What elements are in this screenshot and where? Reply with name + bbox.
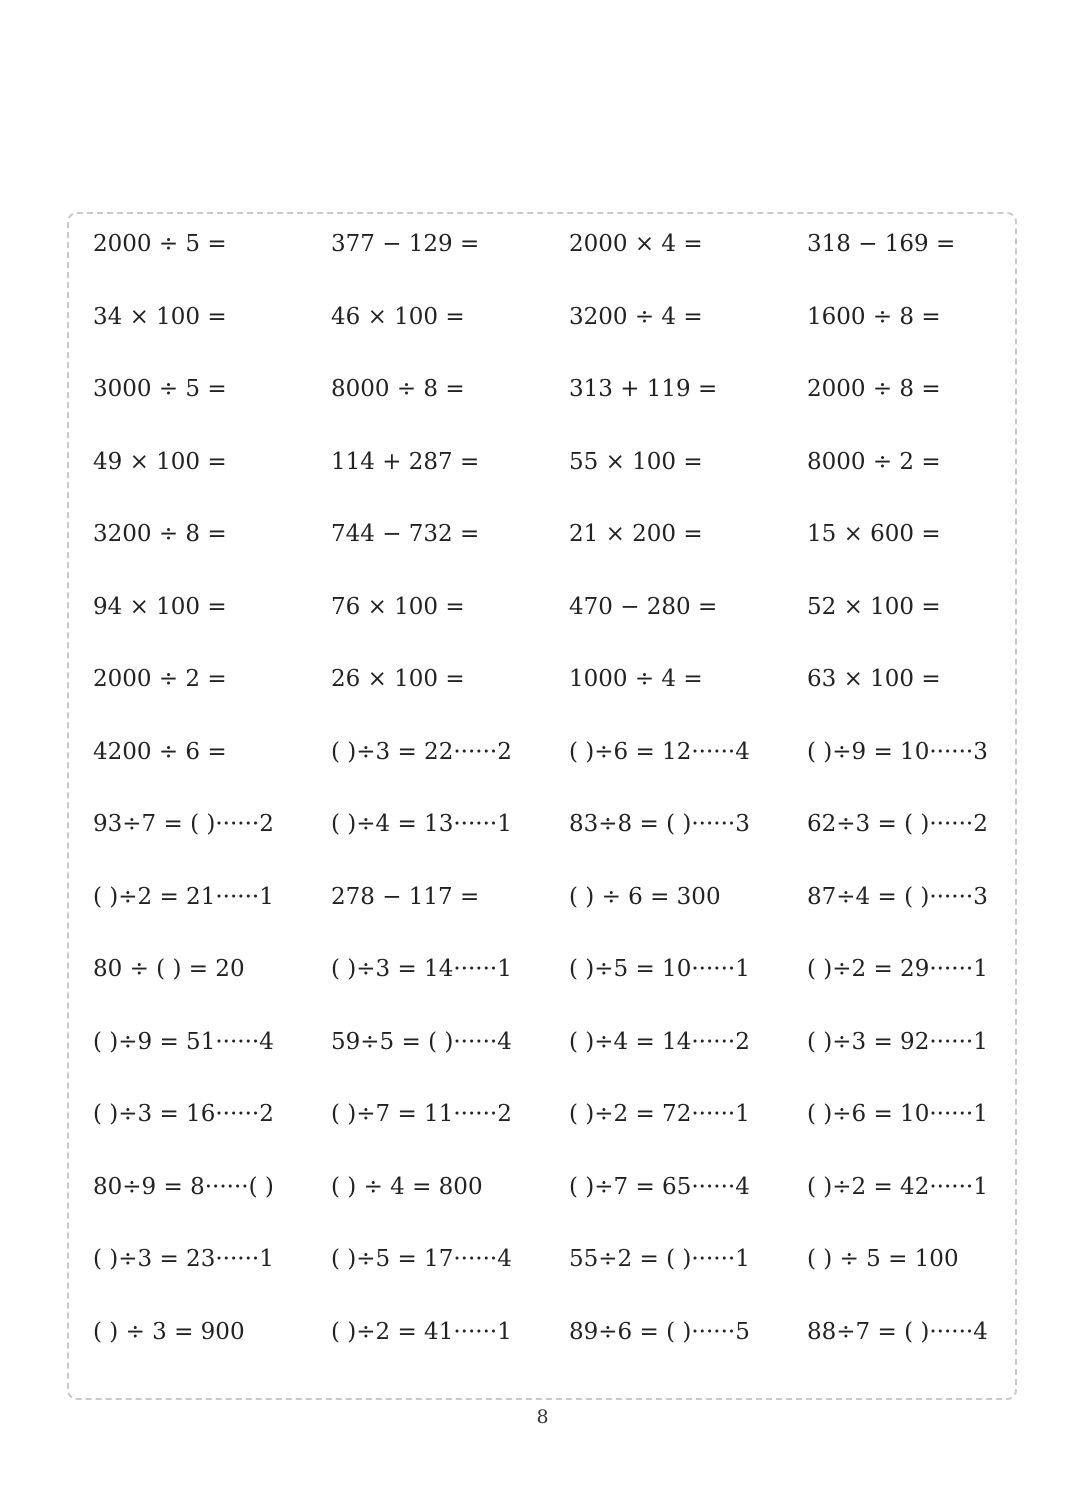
problem-r3-c1: 3000 ÷ 5 = [93, 376, 227, 403]
problem-r5-c2: 744 − 732 = [331, 521, 480, 548]
problem-r4-c1: 49 × 100 = [93, 448, 227, 475]
problem-r8-c3: ( )÷6 = 12······4 [569, 738, 750, 765]
problem-r2-c4: 1600 ÷ 8 = [807, 303, 941, 330]
problem-r11-c3: ( )÷5 = 10······1 [569, 956, 750, 983]
problem-r13-c4: ( )÷6 = 10······1 [807, 1101, 988, 1128]
problem-r7-c3: 1000 ÷ 4 = [569, 666, 703, 693]
problem-r7-c1: 2000 ÷ 2 = [93, 666, 227, 693]
problem-r6-c4: 52 × 100 = [807, 593, 941, 620]
problem-r15-c3: 55÷2 = ( )······1 [569, 1246, 750, 1273]
problem-r8-c1: 4200 ÷ 6 = [93, 738, 227, 765]
problem-r7-c2: 26 × 100 = [331, 666, 465, 693]
problem-r4-c3: 55 × 100 = [569, 448, 703, 475]
problem-r14-c2: ( ) ÷ 4 = 800 [331, 1173, 483, 1200]
problem-r8-c4: ( )÷9 = 10······3 [807, 738, 988, 765]
problem-r13-c3: ( )÷2 = 72······1 [569, 1101, 750, 1128]
problem-r14-c3: ( )÷7 = 65······4 [569, 1173, 750, 1200]
problem-r13-c2: ( )÷7 = 11······2 [331, 1101, 512, 1128]
problem-r10-c4: 87÷4 = ( )······3 [807, 883, 988, 910]
problem-grid [93, 208, 1018, 1368]
problem-r11-c2: ( )÷3 = 14······1 [331, 956, 512, 983]
problem-r11-c1: 80 ÷ ( ) = 20 [93, 956, 245, 983]
problem-r4-c4: 8000 ÷ 2 = [807, 448, 941, 475]
problem-r1-c1: 2000 ÷ 5 = [93, 231, 227, 258]
problem-r7-c4: 63 × 100 = [807, 666, 941, 693]
problem-r12-c1: ( )÷9 = 51······4 [93, 1028, 274, 1055]
problem-r15-c2: ( )÷5 = 17······4 [331, 1246, 512, 1273]
problem-r5-c4: 15 × 600 = [807, 521, 941, 548]
problem-r1-c4: 318 − 169 = [807, 231, 956, 258]
problem-r10-c3: ( ) ÷ 6 = 300 [569, 883, 721, 910]
problem-r15-c4: ( ) ÷ 5 = 100 [807, 1246, 959, 1273]
problem-r5-c3: 21 × 200 = [569, 521, 703, 548]
problem-r3-c4: 2000 ÷ 8 = [807, 376, 941, 403]
problem-r2-c2: 46 × 100 = [331, 303, 465, 330]
problem-r1-c3: 2000 × 4 = [569, 231, 703, 258]
problem-r16-c2: ( )÷2 = 41······1 [331, 1318, 512, 1345]
problem-r9-c4: 62÷3 = ( )······2 [807, 811, 988, 838]
problem-r6-c2: 76 × 100 = [331, 593, 465, 620]
problem-r6-c1: 94 × 100 = [93, 593, 227, 620]
problem-r10-c1: ( )÷2 = 21······1 [93, 883, 274, 910]
problem-r3-c2: 8000 ÷ 8 = [331, 376, 465, 403]
problem-r9-c2: ( )÷4 = 13······1 [331, 811, 512, 838]
problem-r13-c1: ( )÷3 = 16······2 [93, 1101, 274, 1128]
problem-r8-c2: ( )÷3 = 22······2 [331, 738, 512, 765]
problem-r1-c2: 377 − 129 = [331, 231, 480, 258]
problem-r12-c2: 59÷5 = ( )······4 [331, 1028, 512, 1055]
problem-r16-c4: 88÷7 = ( )······4 [807, 1318, 988, 1345]
problem-r2-c1: 34 × 100 = [93, 303, 227, 330]
problem-r15-c1: ( )÷3 = 23······1 [93, 1246, 274, 1273]
problem-r12-c3: ( )÷4 = 14······2 [569, 1028, 750, 1055]
problem-r10-c2: 278 − 117 = [331, 883, 480, 910]
problem-r3-c3: 313 + 119 = [569, 376, 718, 403]
page-number: 8 [536, 1406, 549, 1428]
problem-r11-c4: ( )÷2 = 29······1 [807, 956, 988, 983]
problem-r14-c4: ( )÷2 = 42······1 [807, 1173, 988, 1200]
problem-r2-c3: 3200 ÷ 4 = [569, 303, 703, 330]
problem-r9-c1: 93÷7 = ( )······2 [93, 811, 274, 838]
problem-r5-c1: 3200 ÷ 8 = [93, 521, 227, 548]
problem-r16-c3: 89÷6 = ( )······5 [569, 1318, 750, 1345]
problem-r12-c4: ( )÷3 = 92······1 [807, 1028, 988, 1055]
problem-r14-c1: 80÷9 = 8······( ) [93, 1173, 274, 1200]
problem-r6-c3: 470 − 280 = [569, 593, 718, 620]
problem-r4-c2: 114 + 287 = [331, 448, 480, 475]
problem-r9-c3: 83÷8 = ( )······3 [569, 811, 750, 838]
problem-r16-c1: ( ) ÷ 3 = 900 [93, 1318, 245, 1345]
